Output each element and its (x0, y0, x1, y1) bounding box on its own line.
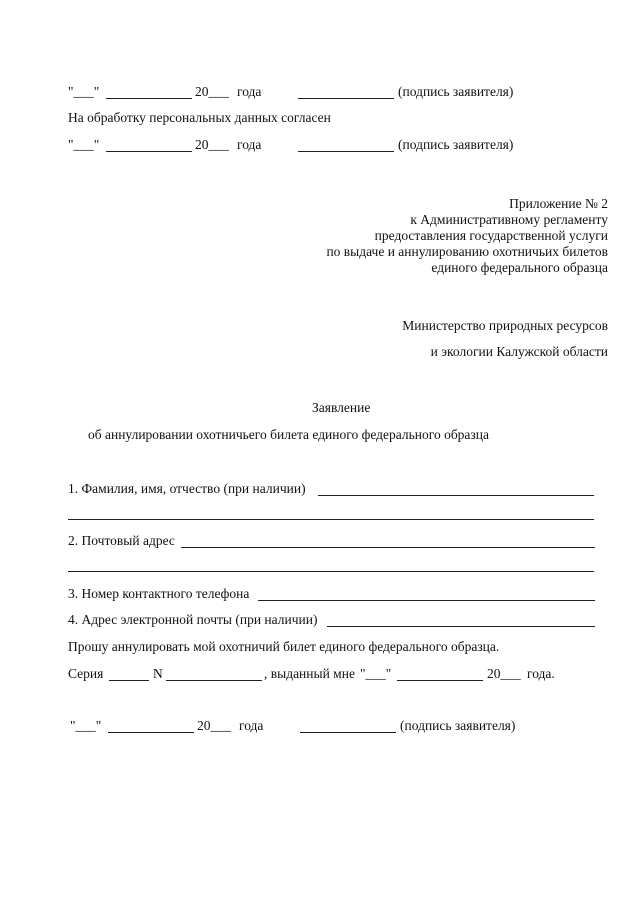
signature-note: (подпись заявителя) (398, 137, 514, 152)
statement-subtitle: об аннулировании охотничьего билета единого федерального образца (88, 427, 489, 442)
addressee-line: Министерство природных ресурсов (402, 318, 608, 333)
postal-address-input-line[interactable] (181, 547, 595, 548)
signature-line (298, 98, 394, 99)
full-name-input-line[interactable] (318, 495, 594, 496)
issued-day-blank: "___" (360, 666, 392, 681)
issued-year-blank: 20___ (487, 666, 521, 681)
signature-line (300, 732, 396, 733)
field-label: 4. Адрес электронной почты (при наличии) (68, 612, 318, 627)
date-month-line (106, 151, 192, 152)
field-label: 1. Фамилия, имя, отчество (при наличии) (68, 481, 306, 496)
appendix-line: по выдаче и аннулированию охотничьих билетов (326, 244, 608, 259)
issued-month-line[interactable] (397, 680, 483, 681)
appendix-header (326, 196, 608, 276)
date-month-line (106, 98, 192, 99)
date-year-blank: 20___ (195, 137, 229, 152)
date-year-blank: 20___ (195, 84, 229, 99)
appendix-line: предоставления государственной услуги (374, 228, 608, 243)
date-month-line (108, 732, 194, 733)
field-label: 3. Номер контактного телефона (68, 586, 250, 601)
signature-line (298, 151, 394, 152)
signature-note: (подпись заявителя) (400, 718, 516, 733)
appendix-line: Приложение № 2 (509, 196, 608, 211)
date-year-word: года (237, 137, 262, 152)
addressee-block (402, 318, 608, 334)
appendix-line: единого федерального образца (431, 260, 608, 275)
signature-note: (подпись заявителя) (398, 84, 514, 99)
issued-year-word: года. (527, 666, 555, 681)
request-text: Прошу аннулировать мой охотничий билет единого федерального образца. (68, 639, 500, 654)
email-input-line[interactable] (327, 626, 595, 627)
appendix-line: к Административному регламенту (410, 212, 608, 227)
full-name-continuation-line[interactable] (68, 519, 594, 520)
addressee-block-2 (431, 344, 608, 360)
number-input-line[interactable] (166, 680, 262, 681)
series-input-line[interactable] (109, 680, 149, 681)
date-year-word: года (237, 84, 262, 99)
postal-address-continuation-line[interactable] (68, 571, 594, 572)
date-day-blank: "___" (70, 718, 102, 733)
field-label: 2. Почтовый адрес (68, 533, 175, 548)
issued-label: , выданный мне (264, 666, 355, 681)
series-label: Серия (68, 666, 104, 681)
addressee-line: и экологии Калужской области (430, 344, 608, 359)
date-day-blank: "___" (68, 84, 100, 99)
date-year-word: года (239, 718, 264, 733)
consent-text: На обработку персональных данных согласен (68, 110, 331, 125)
number-label: N (153, 666, 163, 681)
statement-title: Заявление (312, 400, 371, 415)
date-year-blank: 20___ (197, 718, 231, 733)
date-day-blank: "___" (68, 137, 100, 152)
phone-input-line[interactable] (258, 600, 595, 601)
